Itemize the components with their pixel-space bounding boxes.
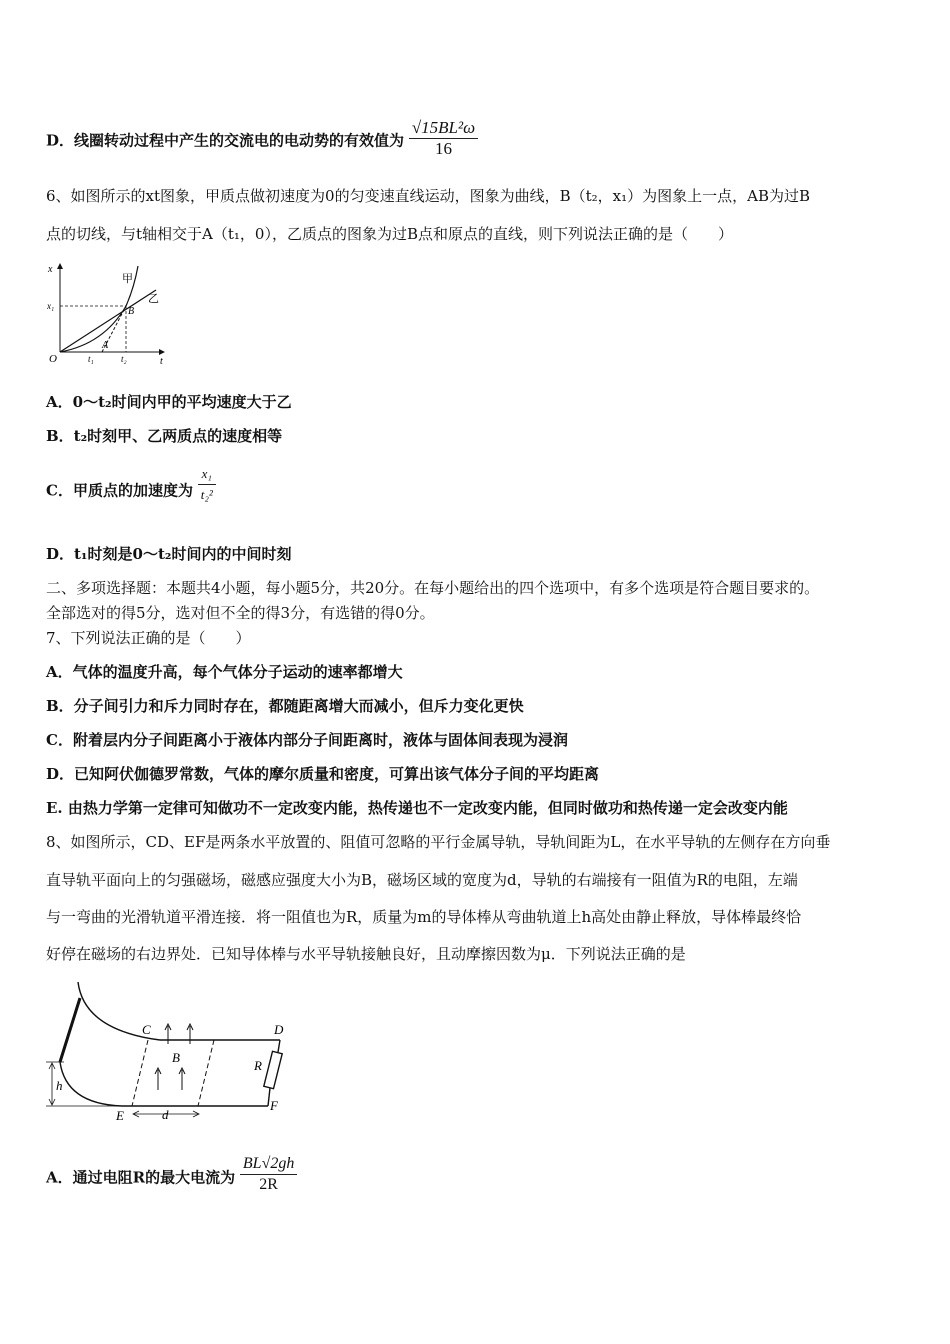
q8-label-h: h (56, 1078, 63, 1093)
q6-label-t1: t₁ (88, 354, 94, 364)
q7-option-e: E. 由热力学第一定律可知做功不一定改变内能，热传递也不一定改变内能，但同时做功和热传递一定会改变内能 (46, 799, 788, 817)
q7-option-a: A．气体的温度升高，每个气体分子运动的速率都增大 (46, 663, 403, 681)
q8-option-a-text: A．通过电阻R的最大电流为 (46, 1168, 236, 1187)
q5-option-d-text: 线圈转动过程中产生的交流电的电动势的有效值为 (74, 131, 405, 150)
q6-label-jia: 甲 (122, 273, 133, 285)
q8-curve-rail-bottom (60, 1062, 122, 1106)
q6-label-x: x (48, 264, 53, 275)
q6-option-c-denominator: t₂² (200, 487, 213, 502)
q7-stem: 7、下列说法正确的是（ ） (46, 629, 251, 647)
q8-stem-line2: 直导轨平面向上的匀强磁场，磁感应强度大小为B，磁场区域的宽度为d，导轨的右端接有一阻值为R的电阻，左端 (46, 871, 798, 889)
q6-label-t2: t₂ (121, 354, 127, 364)
q8-option-a-fraction (240, 1154, 297, 1195)
q6-label-a: A (102, 340, 109, 351)
q8-right-wire-top (278, 1040, 280, 1052)
q8-label-r: R (254, 1058, 262, 1073)
q8-label-b: B (172, 1050, 180, 1065)
q6-label-b: B (128, 306, 135, 317)
q6-label-x1: x₁ (47, 301, 55, 311)
q8-stem-line4: 好停在磁场的右边界处．已知导体棒与水平导轨接触良好，且动摩擦因数为μ．下列说法正确的是 (46, 945, 686, 963)
q6-option-b: B．t₂时刻甲、乙两质点的速度相等 (46, 427, 283, 445)
q8-label-d: D (274, 1022, 284, 1037)
q8-option-a-numerator: BL√2gh (240, 1154, 297, 1175)
q5-option-d-denominator: 16 (434, 139, 452, 158)
q8-rail-diagram (42, 974, 302, 1126)
q8-option-a (46, 1155, 297, 1195)
q6-stem-line2: 点的切线，与t轴相交于A（t₁，0），乙质点的图象为过B点和原点的直线，则下列说法正确的是（ ） (46, 225, 733, 243)
q6-option-c-text: C．甲质点的加速度为 (46, 481, 193, 500)
q8-label-d-width: d (162, 1107, 169, 1122)
q8-resistor (264, 1051, 282, 1088)
q8-option-a-denominator: 2R (259, 1176, 278, 1193)
q8-label-c: C (142, 1022, 151, 1037)
q8-label-e: E (116, 1108, 124, 1123)
q8-stem-line1: 8、如图所示，CD、EF是两条水平放置的、阻值可忽略的平行金属导轨，导轨间距为L，在水平导轨的左侧存在方向垂 (46, 833, 831, 851)
q7-option-b: B．分子间引力和斥力同时存在，都随距离增大而减小，但斥力变化更快 (46, 697, 524, 715)
q6-label-yi: 乙 (148, 293, 159, 305)
q8-field-right-boundary (198, 1040, 214, 1106)
section2-heading-line1: 二、多项选择题：本题共4小题，每小题5分，共20分。在每小题给出的四个选项中，有多个选项是符合题目要求的。 (46, 579, 820, 597)
q6-stem-line1: 6、如图所示的xt图象，甲质点做初速度为0的匀变速直线运动，图象为曲线，B（t₂，x₁）为图象上一点，AB为过B (46, 187, 810, 205)
q6-label-t: t (160, 356, 163, 367)
q6-label-origin: O (49, 353, 57, 365)
q8-field-left-boundary (132, 1040, 148, 1106)
section2-heading-line2: 全部选对的得5分，选对但不全的得3分，有选错的得0分。 (46, 604, 435, 622)
q6-option-d: D．t₁时刻是0～t₂时间内的中间时刻 (46, 545, 292, 563)
q8-stem-line3: 与一弯曲的光滑轨道平滑连接．将一阻值也为R，质量为m的导体棒从弯曲轨道上h高处由静止释放，导体棒最终恰 (46, 908, 802, 926)
q6-option-c (46, 466, 216, 505)
q6-xt-graph (44, 258, 174, 368)
q5-option-d-fraction (409, 118, 478, 159)
q5-option-d-label: D． (46, 131, 75, 150)
q6-option-c-fraction (198, 464, 216, 505)
q6-option-c-numerator: x₁ (198, 464, 216, 485)
q5-option-d-numerator: √15BL²ω (409, 118, 478, 139)
q7-option-d: D．已知阿伏伽德罗常数，气体的摩尔质量和密度，可算出该气体分子间的平均距离 (46, 765, 600, 783)
q5-option-d (46, 118, 478, 159)
q8-label-f: F (270, 1098, 278, 1113)
q7-option-c: C．附着层内分子间距离小于液体内部分子间距离时，液体与固体间表现为浸润 (46, 731, 568, 749)
q8-conductor-rod (60, 998, 80, 1062)
q6-option-a: A．0～t₂时间内甲的平均速度大于乙 (46, 393, 292, 411)
